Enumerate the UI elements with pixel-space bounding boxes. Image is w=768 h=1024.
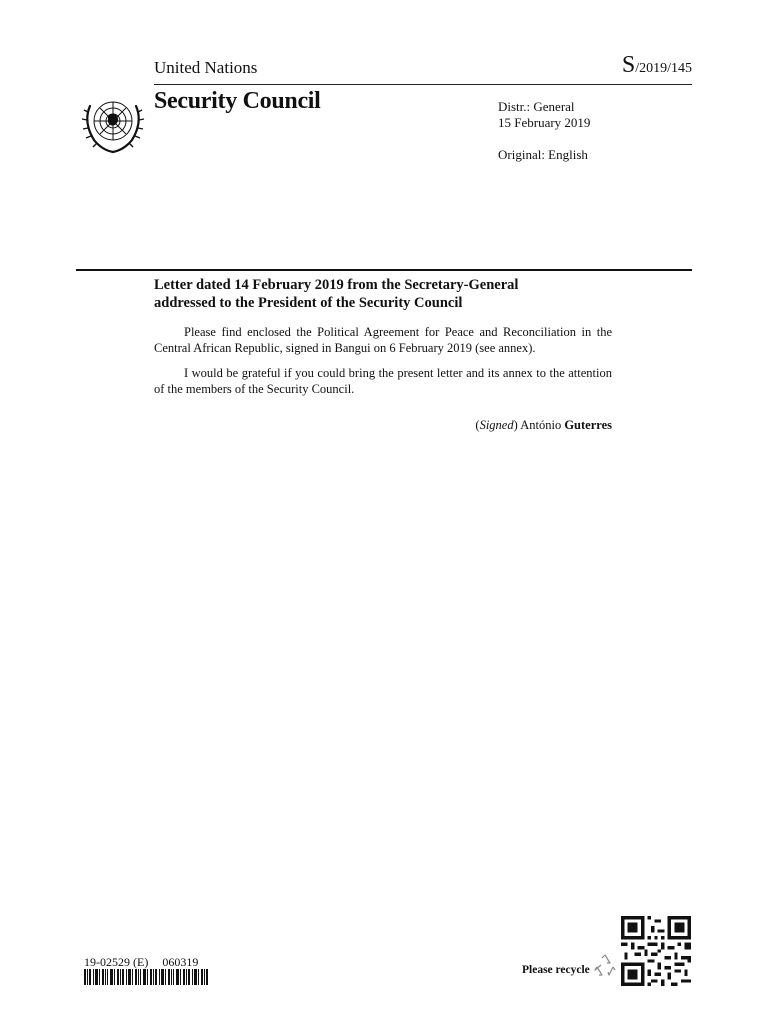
issuing-body-title: Security Council — [154, 88, 321, 114]
signatory-last-name: Guterres — [564, 418, 612, 432]
document-code — [84, 955, 198, 970]
signatory-first-name: António — [520, 418, 562, 432]
signature-open-paren: ( — [475, 418, 480, 432]
document-title-line-2: addressed to the President of the Security Council — [154, 295, 463, 311]
paragraph-1 — [154, 324, 612, 356]
paragraph-2 — [154, 365, 612, 397]
paragraph-1-text: Please find enclosed the Political Agreement for Peace and Reconciliation in the Central African Republic, signed in Bangui on 6 February 2019 (see annex). — [154, 325, 612, 355]
organization-name: United Nations — [154, 58, 258, 77]
title-rule — [76, 269, 692, 271]
symbol-number: /2019/145 — [635, 61, 692, 76]
recycle-icon — [593, 952, 617, 978]
document-symbol — [622, 52, 692, 79]
document-title — [154, 276, 614, 312]
un-emblem-icon — [80, 90, 146, 156]
signed-label: Signed — [479, 418, 514, 432]
distribution-block — [498, 99, 590, 163]
document-job-number: 19-02529 (E) — [84, 955, 149, 969]
original-language: Original: English — [498, 147, 588, 162]
barcode-icon — [84, 969, 208, 985]
document-print-date: 060319 — [162, 955, 199, 969]
header-rule — [154, 84, 692, 85]
qr-code-icon — [621, 916, 691, 986]
symbol-letter: S — [621, 52, 636, 78]
signature-close-paren: ) — [513, 418, 518, 432]
document-date: 15 February 2019 — [498, 115, 591, 130]
signature-line — [475, 418, 612, 433]
recycle-label: Please recycle — [522, 964, 590, 976]
document-title-line-1: Letter dated 14 February 2019 from the Secretary-General — [154, 277, 519, 293]
paragraph-2-text: I would be grateful if you could bring the present letter and its annex to the attention of the members of the Security Council. — [154, 366, 612, 396]
distribution-line: Distr.: General — [498, 99, 575, 114]
